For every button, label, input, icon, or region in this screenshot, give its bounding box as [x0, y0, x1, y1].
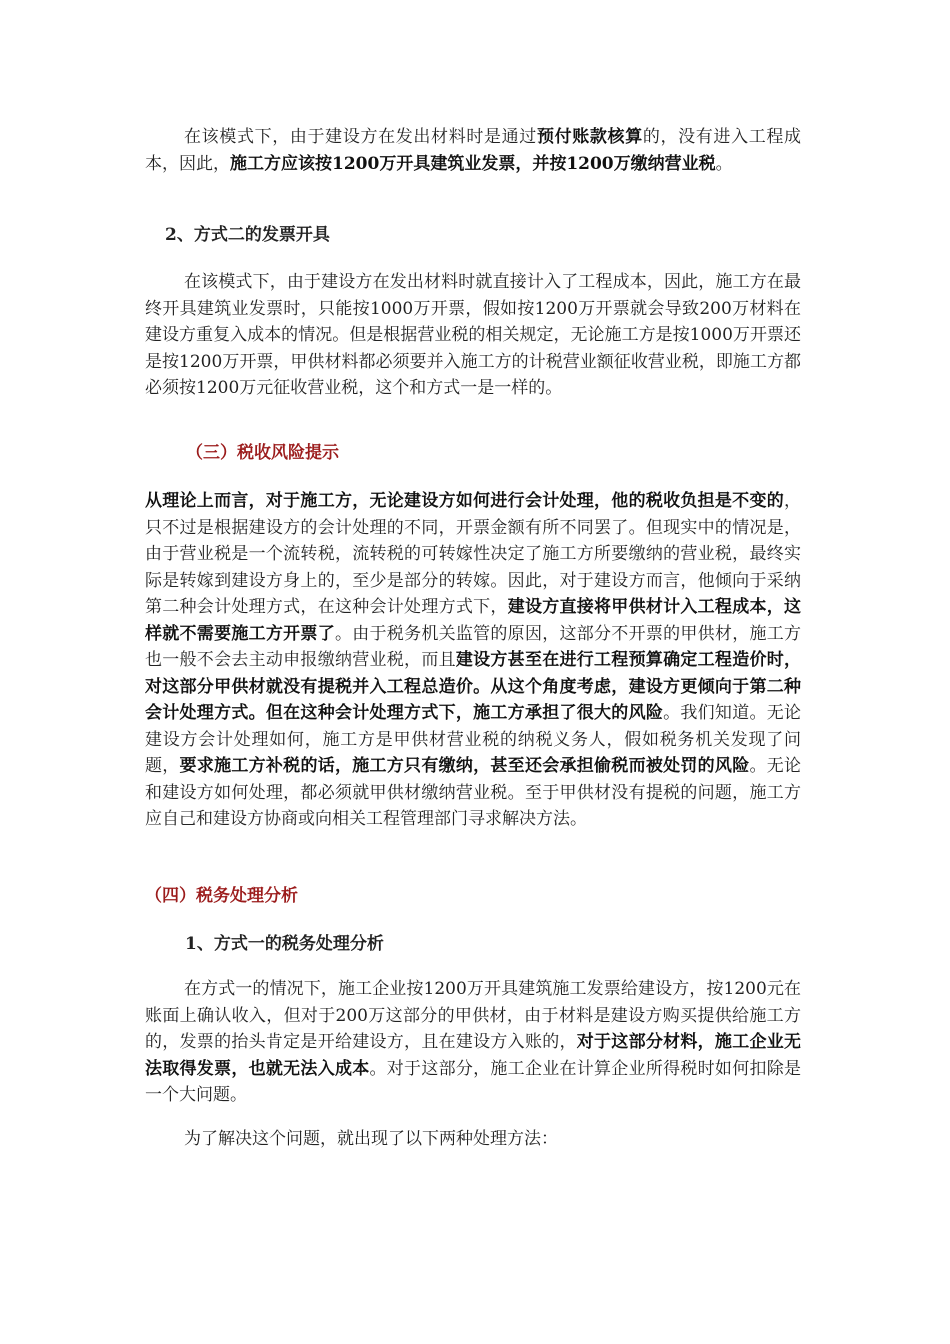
text-run: 在方式一的情况下，施工企业按1200万开具建筑施工发票给建设方，按1200元在账面上确认收入，但对于200万这部分的甲供材，由于材料是建设方购买提供给施工方的，发票的抬头肯定是开给建设方，且在建设方入账的，	[145, 979, 801, 1052]
bold-text-run: 对于这部分材料，施工企业无法取得发票，也就无法入成本	[145, 1032, 802, 1079]
text-run: 的，没有进入工程成本，因此，	[145, 127, 802, 174]
bold-text-run: 预付账款核算	[536, 127, 643, 147]
heading-tax-risk: （三）税收风险提示	[186, 443, 339, 463]
paragraph-mode2-invoice: 在该模式下，由于建设方在发出材料时就直接计入了工程成本，因此，施工方在最终开具建筑业发票时，只能按1000万开票，假如按1200万开票就会导致200万材料在建设方重复入成本的情况。但是根据营业税的相关规定，无论施工方是按1000万开票还是按1200万开票，甲供材料都必须要并入施工方的计税营业额征收营业税，即施工方都必须按1200万元征收营业税，这个和方式一是一样的。	[145, 272, 801, 398]
text-run: 在该模式下，由于建设方在发出材料时是通过	[184, 127, 537, 147]
text-run: 。我们知道。无论建设方会计处理如何，施工方是甲供材营业税的纳税义务人，假如税务机关发现了问题，	[145, 703, 802, 776]
paragraph-solutions-intro: 为了解决这个问题，就出现了以下两种处理方法：	[184, 1129, 558, 1149]
text-run: 。对于这部分，施工企业在计算企业所得税时如何扣除是一个大问题。	[145, 1058, 802, 1105]
text-run: 。	[715, 153, 733, 174]
bold-text-run: 建设方甚至在进行工程预算确定工程造价时，对这部分甲供材就没有提税并入工程总造价。从这个角度考虑，建设方更倾向于第二种会计处理方式。但在这种会计处理方式下，施工方承担了很大的风险	[145, 650, 802, 723]
bold-text-run: 施工方应该按1200万开具建筑业发票，并按1200万缴纳营业税	[230, 153, 716, 174]
paragraph-tax-risk	[145, 488, 801, 833]
text-run: ，只不过是根据建设方的会计处理的不同，开票金额有所不同罢了。但现实中的情况是，由于营业税是一个流转税，流转税的可转嫁性决定了施工方所要缴纳的营业税，最终实际是转嫁到建设方身上的，至少是部分的转嫁。因此，对于建设方而言，他倾向于采纳第二种会计处理方式，在这种会计处理方式下，	[145, 491, 801, 617]
paragraph-mode1-tax	[145, 976, 801, 1109]
text-run: 。由于税务机关监管的原因，这部分不开票的甲供材，施工方也一般不会去主动申报缴纳营业税，而且	[145, 623, 802, 670]
bold-text-run: 从理论上而言，对于施工方，无论建设方如何进行会计处理，他的税收负担是不变的	[145, 491, 784, 511]
bold-text-run: 建设方直接将甲供材计入工程成本，这样就不需要施工方开票了	[145, 597, 802, 644]
bold-text-run: 要求施工方补税的话，施工方只有缴纳，甚至还会承担偷税而被处罚的风险	[179, 756, 750, 776]
heading-tax-analysis: （四）税务处理分析	[145, 886, 298, 906]
text-run: 。无论和建设方如何处理，都必须就甲供材缴纳营业税。至于甲供材没有提税的问题，施工方应自己和建设方协商或向相关工程管理部门寻求解决方法。	[145, 756, 802, 829]
heading-mode1-tax: 1、方式一的税务处理分析	[185, 934, 384, 954]
heading-mode2-invoice: 2、方式二的发票开具	[165, 225, 330, 245]
paragraph-mode1-invoice	[145, 124, 801, 177]
